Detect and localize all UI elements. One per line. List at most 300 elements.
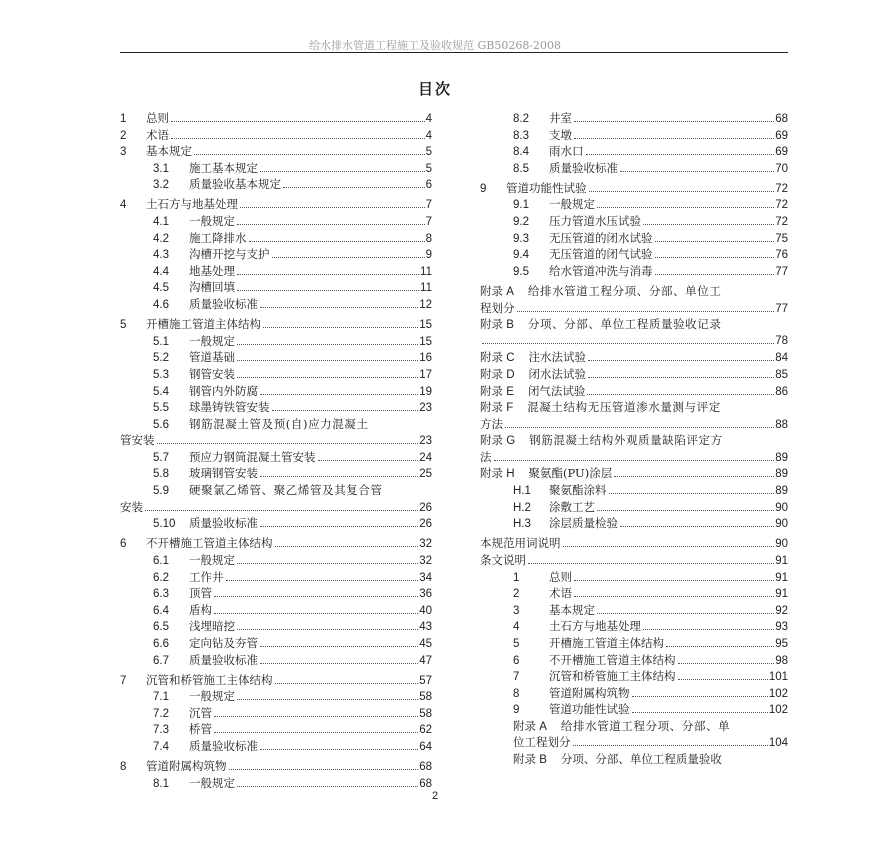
toc-entry[interactable]: [120, 672, 432, 689]
entry-page: 68: [419, 777, 432, 790]
entry-page: 84: [775, 352, 788, 365]
dot-leader: [505, 427, 774, 428]
entry-title: 沉管和桥管施工主体结构: [146, 672, 273, 687]
entry-number: 4.6: [153, 299, 169, 312]
dot-leader: [237, 290, 419, 291]
dot-leader: [609, 493, 775, 494]
entry-page: 5: [425, 146, 432, 159]
dot-leader: [678, 679, 768, 680]
toc-entry[interactable]: [480, 230, 788, 247]
entry-number: 7.2: [153, 707, 169, 720]
toc-entry[interactable]: [120, 515, 432, 532]
toc-entry[interactable]: [120, 110, 432, 127]
entry-title-cont: 安装: [120, 499, 143, 514]
entry-number: 7: [513, 671, 520, 684]
entry-title: 不开槽施工管道主体结构: [146, 536, 273, 551]
toc-entry[interactable]: [480, 399, 788, 416]
page-title: 目次: [417, 80, 452, 98]
entry-page: 4: [425, 129, 432, 142]
toc-entry[interactable]: [480, 685, 788, 702]
dot-leader: [260, 307, 418, 308]
entry-page: 68: [419, 761, 432, 774]
dot-leader: [655, 274, 775, 275]
dot-leader: [275, 683, 419, 684]
dot-leader: [237, 344, 418, 345]
entry-number: 附录 A: [513, 720, 547, 733]
toc-entry[interactable]: [120, 176, 432, 193]
toc-entry[interactable]: [120, 705, 432, 722]
entry-page: 24: [419, 451, 432, 464]
dot-leader: [237, 360, 418, 361]
dot-leader: [586, 154, 775, 155]
entry-number: 8.2: [513, 113, 529, 125]
entry-title: 无压管道的闭气试验: [549, 247, 653, 262]
entry-title: 混凝土结构无压管道渗水量测与评定: [527, 400, 721, 415]
entry-title: 管道基础: [189, 350, 235, 365]
running-header: 给水排水管道工程施工及验收规范 GB50268-2008: [308, 39, 562, 52]
toc-entry[interactable]: [120, 535, 432, 552]
toc-entry-continuation[interactable]: [480, 449, 788, 466]
toc-entry[interactable]: [120, 160, 432, 177]
toc-entry[interactable]: [480, 465, 788, 482]
entry-page: 23: [419, 402, 432, 415]
toc-entry[interactable]: [480, 213, 788, 230]
dot-leader: [214, 716, 418, 717]
entry-number: 3: [513, 604, 520, 617]
entry-title: 沟槽回填: [189, 280, 235, 295]
entry-number: 附录 B: [513, 754, 547, 767]
toc-entry-continuation[interactable]: [480, 734, 788, 751]
entry-title: 管道附属构筑物: [549, 685, 630, 700]
entry-title: 井室: [549, 111, 572, 125]
toc-entry[interactable]: [120, 143, 432, 160]
toc-entry[interactable]: [480, 160, 788, 177]
entry-number: 4.5: [153, 282, 169, 295]
entry-page: 58: [419, 691, 432, 704]
entry-number: 8.5: [513, 162, 529, 175]
dot-leader: [171, 121, 425, 122]
dot-leader: [171, 138, 425, 139]
dot-leader: [214, 596, 418, 597]
dot-leader: [589, 191, 775, 192]
entry-title-cont: 管安装: [120, 433, 155, 448]
toc-entry[interactable]: [120, 383, 432, 400]
entry-title: 涂层质量检验: [549, 516, 618, 531]
entry-number: 9: [513, 704, 520, 717]
entry-page: 75: [775, 232, 788, 245]
entry-title: 施工基本规定: [189, 160, 258, 175]
entry-number: 7.4: [153, 740, 169, 753]
entry-title: 质量验收标准: [189, 738, 258, 753]
entry-title: 聚氨酯涂料: [549, 483, 607, 498]
entry-page: 34: [419, 571, 432, 584]
toc-entry[interactable]: [120, 399, 432, 416]
dot-leader: [588, 377, 774, 378]
toc-entry[interactable]: [480, 432, 788, 449]
entry-title: 术语: [549, 586, 572, 601]
toc-entry[interactable]: [120, 213, 432, 230]
entry-page: 62: [419, 724, 432, 737]
entry-title: 总则: [549, 569, 572, 584]
entry-number: 3: [120, 146, 127, 159]
toc-entry-continuation[interactable]: [120, 499, 432, 516]
toc-entry[interactable]: [120, 316, 432, 333]
entry-page: 11: [420, 282, 432, 295]
entry-page: 90: [775, 538, 788, 551]
toc-entry[interactable]: [480, 499, 788, 516]
dot-leader: [214, 613, 418, 614]
toc-entry[interactable]: [120, 296, 432, 313]
toc-entry[interactable]: [480, 263, 788, 280]
entry-number: 1: [120, 113, 127, 125]
entry-page: 4: [425, 113, 432, 125]
toc-entry[interactable]: [120, 279, 432, 296]
dot-leader: [614, 476, 774, 477]
entry-title: 给水管道冲洗与消毒: [549, 263, 653, 278]
entry-page: 26: [419, 501, 432, 514]
toc-entry[interactable]: [480, 482, 788, 499]
toc-entry[interactable]: [120, 721, 432, 738]
entry-title: 钢管内外防腐: [189, 383, 258, 398]
entry-number: 2: [513, 588, 520, 601]
entry-title: 土石方与地基处理: [549, 619, 641, 634]
dot-leader: [528, 563, 774, 564]
toc-entry[interactable]: [480, 127, 788, 144]
entry-title: 雨水口: [549, 144, 584, 159]
entry-page: 70: [775, 162, 788, 175]
entry-number: 6: [120, 538, 127, 551]
toc-entry[interactable]: [480, 366, 788, 383]
entry-number: 4.1: [153, 216, 169, 229]
entry-number: 5: [120, 319, 127, 332]
dot-leader: [157, 443, 419, 444]
entry-page: 90: [775, 518, 788, 531]
entry-page: 47: [419, 654, 432, 667]
entry-number: 6.7: [153, 654, 169, 667]
toc-entry[interactable]: [120, 246, 432, 263]
toc-entry[interactable]: [120, 652, 432, 669]
dot-leader: [275, 546, 419, 547]
toc-entry[interactable]: [120, 482, 432, 499]
toc-entry[interactable]: [120, 618, 432, 635]
entry-number: 8: [513, 687, 520, 700]
entry-page: 90: [775, 501, 788, 514]
dot-leader: [574, 596, 774, 597]
toc-entry-continuation[interactable]: [120, 432, 432, 449]
toc-entry[interactable]: [480, 569, 788, 586]
toc-entry[interactable]: [120, 196, 432, 213]
entry-number: 4.3: [153, 249, 169, 262]
entry-title: 浅埋暗挖: [189, 619, 235, 634]
entry-page: 89: [775, 468, 788, 481]
entry-title: 质量验收基本规定: [189, 177, 281, 192]
entry-title: 给排水管道工程分项、分部、单位工: [527, 283, 722, 298]
entry-title: 钢筋混凝土结构外观质量缺陷评定方: [529, 433, 723, 448]
toc-entry[interactable]: [480, 383, 788, 400]
toc-entry-continuation[interactable]: [480, 300, 788, 317]
entry-page: 104: [768, 737, 788, 750]
entry-number: 附录 D: [480, 368, 515, 381]
toc-entry-continuation[interactable]: [480, 416, 788, 433]
dot-leader: [632, 696, 768, 697]
dot-leader: [597, 510, 774, 511]
entry-title: 一般规定: [189, 552, 235, 567]
entry-page: 88: [775, 418, 788, 431]
entry-page: 11: [420, 265, 432, 278]
toc-entry[interactable]: [120, 569, 432, 586]
dot-leader: [214, 732, 418, 733]
entry-number: 5.7: [153, 451, 169, 464]
entry-page: 64: [419, 740, 432, 753]
entry-page: 92: [775, 604, 788, 617]
entry-title: 支墩: [549, 127, 572, 142]
entry-page: 69: [775, 129, 788, 142]
entry-number: 4.4: [153, 265, 169, 278]
toc-entry[interactable]: [120, 349, 432, 366]
entry-number: 4: [120, 199, 127, 212]
toc-entry[interactable]: [120, 738, 432, 755]
dot-leader: [283, 187, 425, 188]
entry-page: 15: [419, 335, 432, 348]
dot-leader: [597, 613, 774, 614]
entry-number: 8.1: [153, 777, 169, 790]
dot-leader: [260, 663, 418, 664]
entry-number: 5.6: [153, 418, 169, 431]
entry-title: 预应力钢筒混凝土管安装: [189, 449, 316, 464]
dot-leader: [597, 207, 774, 208]
toc-entry[interactable]: [480, 349, 788, 366]
entry-number: 附录 E: [480, 385, 514, 398]
entry-title: 沉管和桥管施工主体结构: [549, 669, 676, 684]
toc-entry-continuation[interactable]: [480, 333, 788, 350]
entry-number: 5: [513, 637, 520, 650]
entry-page: 76: [775, 249, 788, 262]
toc-entry[interactable]: [120, 366, 432, 383]
entry-number: 3.1: [153, 162, 169, 175]
entry-title: 本规范用词说明: [480, 536, 561, 551]
entry-number: 1: [513, 571, 520, 584]
entry-title: 钢筋混凝土管及预(自)应力混凝土: [189, 416, 369, 431]
dot-leader: [587, 394, 774, 395]
entry-number: 9.1: [513, 199, 529, 212]
entry-number: 附录 H: [480, 468, 515, 481]
toc-entry[interactable]: [120, 416, 432, 433]
dot-leader: [237, 377, 418, 378]
toc-entry[interactable]: [120, 775, 432, 792]
entry-number: 9.3: [513, 232, 529, 245]
entry-number: 附录 A: [480, 285, 514, 298]
toc-entry[interactable]: [480, 283, 788, 300]
entry-title: 一般规定: [189, 775, 235, 790]
toc-entry[interactable]: [480, 143, 788, 160]
entry-title: 开槽施工管道主体结构: [549, 635, 664, 650]
dot-leader: [260, 526, 418, 527]
dot-leader: [574, 138, 774, 139]
entry-title: 条文说明: [480, 552, 526, 567]
entry-number: 9.2: [513, 216, 529, 229]
dot-leader: [249, 241, 425, 242]
entry-title: 术语: [146, 127, 169, 142]
dot-leader: [563, 546, 775, 547]
entry-title-cont: 位工程划分: [513, 735, 571, 750]
entry-number: 8: [120, 761, 127, 774]
dot-leader: [226, 580, 419, 581]
toc-entry[interactable]: [480, 196, 788, 213]
entry-title: 总则: [146, 111, 169, 125]
entry-number: 5.2: [153, 352, 169, 365]
entry-title: 质量验收标准: [189, 652, 258, 667]
entry-title: 管道功能性试验: [549, 702, 630, 717]
dot-leader: [237, 274, 419, 275]
dot-leader: [494, 460, 775, 461]
dot-leader: [482, 343, 774, 344]
entry-title: 分项、分部、单位工程质量验收: [560, 752, 722, 767]
entry-title: 一般规定: [189, 333, 235, 348]
dot-leader: [272, 410, 419, 411]
toc-entry[interactable]: [120, 263, 432, 280]
entry-page: 23: [419, 435, 432, 448]
toc-entry[interactable]: [120, 465, 432, 482]
dot-leader: [263, 327, 418, 328]
entry-number: 8.4: [513, 146, 529, 159]
entry-page: 25: [419, 468, 432, 481]
entry-title: 闭气法试验: [527, 383, 586, 398]
toc-entry[interactable]: [480, 652, 788, 669]
toc-entry[interactable]: [120, 230, 432, 247]
entry-page: 102: [768, 687, 788, 700]
entry-page: 72: [775, 216, 788, 229]
entry-number: 4.2: [153, 232, 169, 245]
dot-leader: [655, 257, 775, 258]
toc-entry[interactable]: [480, 618, 788, 635]
entry-page: 77: [775, 265, 788, 278]
dot-leader: [574, 580, 774, 581]
entry-number: 7.1: [153, 691, 169, 704]
entry-title: 一般规定: [549, 197, 595, 212]
toc-entry[interactable]: [480, 535, 788, 552]
entry-title: 定向钻及夯管: [189, 635, 258, 650]
entry-number: 9.4: [513, 249, 529, 262]
entry-page: 102: [768, 704, 788, 717]
entry-number: 5.10: [153, 518, 176, 531]
entry-title: 质量验收标准: [549, 160, 618, 175]
entry-title: 球墨铸铁管安装: [189, 400, 270, 415]
toc-entry[interactable]: [120, 585, 432, 602]
entry-page: 9: [425, 249, 432, 262]
toc-entry[interactable]: [120, 333, 432, 350]
entry-number: 8.3: [513, 129, 529, 142]
entry-number: 附录 C: [480, 352, 515, 365]
entry-number: 2: [120, 129, 127, 142]
toc-entry[interactable]: [480, 635, 788, 652]
dot-leader: [318, 460, 419, 461]
entry-page: 95: [775, 637, 788, 650]
entry-page: 12: [419, 299, 432, 312]
toc-entry[interactable]: [120, 449, 432, 466]
entry-page: 85: [775, 368, 788, 381]
toc-entry[interactable]: [480, 552, 788, 569]
dot-leader: [240, 207, 425, 208]
entry-page: 32: [419, 554, 432, 567]
entry-number: 5.4: [153, 385, 169, 398]
dot-leader: [632, 712, 768, 713]
entry-title: 顶管: [189, 586, 212, 601]
entry-title: 无压管道的闭水试验: [549, 230, 653, 245]
entry-number: 5.5: [153, 402, 169, 415]
dot-leader: [678, 663, 775, 664]
dot-leader: [574, 121, 774, 122]
entry-title: 桥管: [189, 722, 212, 737]
entry-number: H.1: [513, 485, 531, 498]
entry-title: 注水法试验: [528, 350, 586, 365]
toc-entry[interactable]: [480, 751, 788, 768]
entry-title-cont: 方法: [480, 416, 503, 431]
dot-leader: [588, 360, 774, 361]
entry-title: 压力管道水压试验: [549, 214, 641, 229]
dot-leader: [260, 646, 418, 647]
entry-page: 86: [775, 385, 788, 398]
entry-title: 不开槽施工管道主体结构: [549, 652, 676, 667]
dot-leader: [229, 769, 419, 770]
dot-leader: [620, 171, 774, 172]
toc-entry[interactable]: [480, 585, 788, 602]
entry-number: 7.3: [153, 724, 169, 737]
entry-title: 玻璃钢管安装: [189, 466, 258, 481]
entry-number: 9.5: [513, 265, 529, 278]
toc-left-column: [120, 110, 432, 791]
entry-number: 7: [120, 674, 127, 687]
dot-leader: [237, 224, 425, 225]
entry-page: 7: [425, 199, 432, 212]
entry-page: 91: [775, 571, 788, 584]
toc-entry[interactable]: [120, 635, 432, 652]
entry-title: 管道附属构筑物: [146, 759, 227, 774]
entry-number: 5.1: [153, 335, 169, 348]
entry-page: 98: [775, 654, 788, 667]
entry-title: 硬聚氯乙烯管、聚乙烯管及其复合管: [189, 483, 383, 498]
entry-page: 89: [775, 451, 788, 464]
toc-entry[interactable]: [480, 701, 788, 718]
toc-entry[interactable]: [480, 316, 788, 333]
toc-entry[interactable]: [480, 515, 788, 532]
toc-entry[interactable]: [480, 110, 788, 127]
entry-number: 附录 G: [480, 435, 516, 448]
entry-title: 聚氨酯(PU)涂层: [528, 466, 613, 481]
page-number: 2: [431, 790, 439, 802]
toc-entry[interactable]: [120, 602, 432, 619]
toc-entry[interactable]: [480, 602, 788, 619]
toc-entry[interactable]: [480, 246, 788, 263]
toc-entry[interactable]: [120, 127, 432, 144]
entry-page: 91: [775, 554, 788, 567]
entry-number: 5.8: [153, 468, 169, 481]
entry-page: 43: [419, 621, 432, 634]
entry-page: 58: [419, 707, 432, 720]
entry-number: 4: [513, 621, 520, 634]
entry-page: 91: [775, 588, 788, 601]
entry-number: 6.6: [153, 637, 169, 650]
dot-leader: [517, 311, 775, 312]
toc-entry[interactable]: [120, 688, 432, 705]
dot-leader: [260, 171, 425, 172]
toc-entry[interactable]: [480, 180, 788, 197]
toc-entry[interactable]: [120, 552, 432, 569]
entry-page: 8: [425, 232, 432, 245]
entry-page: 26: [419, 518, 432, 531]
toc-entry[interactable]: [480, 718, 788, 735]
toc-entry[interactable]: [480, 668, 788, 685]
toc-entry[interactable]: [120, 758, 432, 775]
